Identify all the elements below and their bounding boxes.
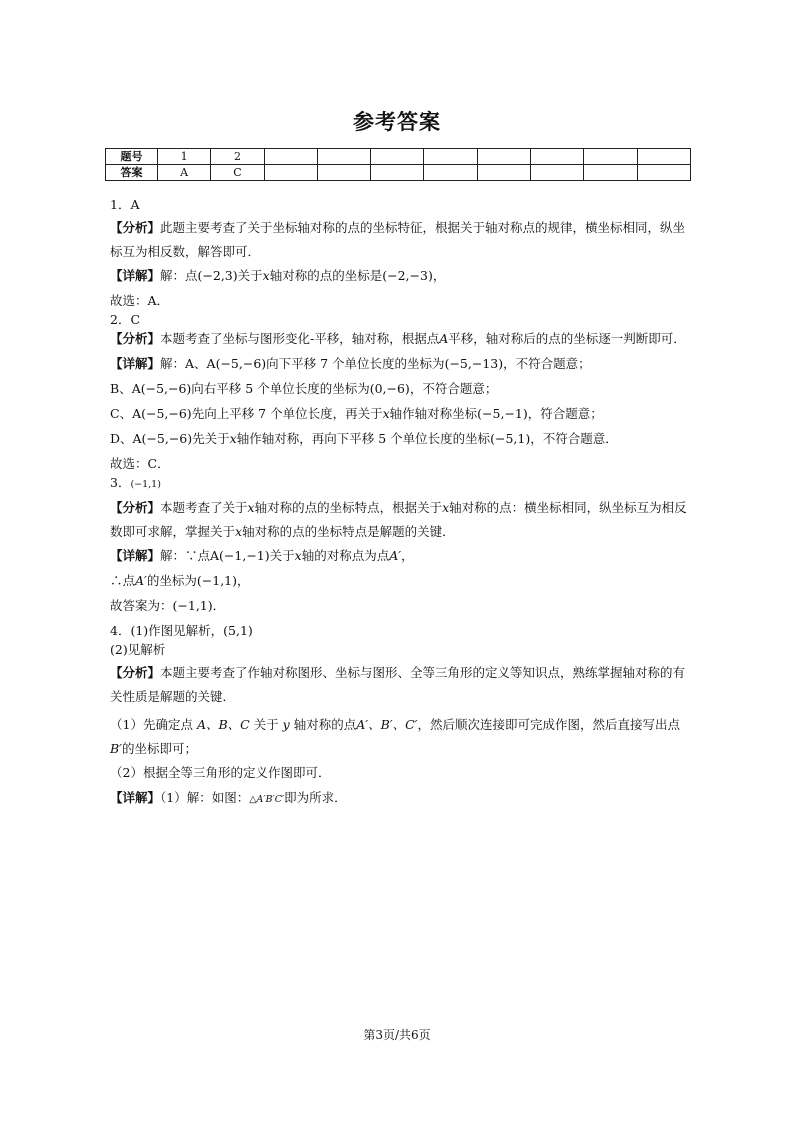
text: 先关于 xyxy=(192,431,230,446)
text: ，然后顺次连接即可完成作图，然后直接写出点 xyxy=(417,717,681,732)
text: 3． xyxy=(110,475,131,490)
math-var: x xyxy=(235,524,243,539)
text: ，不符合题意． xyxy=(530,431,618,446)
q1-number: 1．A xyxy=(110,197,140,212)
table-cell xyxy=(264,165,317,181)
math-var: x xyxy=(382,406,390,421)
text: C、 xyxy=(110,406,133,421)
q3-detail xyxy=(110,548,690,564)
table-cell xyxy=(264,149,317,165)
q1-analysis-text: 此题主要考查了关于坐标轴对称的点的坐标特征，根据关于轴对称点的规律，横坐标相同，纵坐标互为相反数，解答即可． xyxy=(110,220,686,259)
math-expr: (−1,1) xyxy=(196,573,238,588)
q4-detail xyxy=(110,790,690,808)
text: 4．(1)作图见解析， xyxy=(110,623,224,638)
text: 故答案为： xyxy=(110,598,173,613)
text: （1）解：如图： xyxy=(160,790,250,805)
q4-analysis xyxy=(110,661,690,709)
page-title: 参考答案 xyxy=(353,110,441,134)
text: 本题考查了关于 xyxy=(160,500,248,515)
table-cell xyxy=(531,149,584,165)
q4-number xyxy=(110,623,690,639)
math-expr: A(−5,−6) xyxy=(206,356,267,371)
table-cell: 2 xyxy=(211,149,264,165)
text: 轴对称的点 xyxy=(289,717,357,732)
table-cell xyxy=(584,149,637,165)
math-var: x xyxy=(294,548,302,563)
table-cell: A xyxy=(158,165,211,181)
math-var: B′ xyxy=(110,741,123,756)
table-cell xyxy=(637,149,690,165)
math-expr: (5,1) xyxy=(223,623,253,638)
math-var: A xyxy=(439,331,449,346)
math-expr: (−5,−1) xyxy=(477,406,528,421)
table-cell xyxy=(584,165,637,181)
text: 关于 xyxy=(249,717,283,732)
table-cell xyxy=(424,165,477,181)
table-cell xyxy=(531,165,584,181)
text: ∴点 xyxy=(110,573,136,588)
page-footer: 第3页/共6页 xyxy=(363,1028,431,1042)
math-var: A′、B′、C′ xyxy=(356,717,418,732)
math-expr: A(−5,−6) xyxy=(131,381,192,396)
math-expr: (0,−6) xyxy=(369,381,410,396)
detail-tag: 【详解】 xyxy=(110,548,161,563)
text: 的坐标即可； xyxy=(122,741,198,756)
q1-analysis xyxy=(110,216,690,264)
analysis-tag: 【分析】 xyxy=(110,500,161,515)
text: 关于 xyxy=(269,548,295,563)
q4-step2: （2）根据全等三角形的定义作图即可． xyxy=(110,765,331,780)
text: B、 xyxy=(110,381,132,396)
math-expr: △A′B′C′ xyxy=(249,794,285,805)
analysis-tag: 【分析】 xyxy=(110,220,161,235)
table-cell xyxy=(477,165,530,181)
text: （1）先确定点 xyxy=(110,717,197,732)
text: 轴对称的点的坐标特点是解题的关键． xyxy=(242,524,455,539)
q2-analysis xyxy=(110,331,690,347)
math-var: A、B、C xyxy=(196,717,250,732)
text: 轴对称的点的坐标特点，根据关于 xyxy=(254,500,443,515)
text: ，不符合题意； xyxy=(503,356,591,371)
text: ，不符合题意； xyxy=(409,381,498,396)
detail-tag: 【详解】 xyxy=(110,356,161,371)
math-expr: (−5,1) xyxy=(490,431,531,446)
analysis-tag: 【分析】 xyxy=(110,665,161,680)
math-expr: A(−5,−6) xyxy=(132,431,193,446)
text: ， xyxy=(401,548,414,563)
math-expr: (−5,−13) xyxy=(444,356,504,371)
text: ， xyxy=(237,573,250,588)
table-cell xyxy=(317,149,370,165)
math-expr: A(−1,−1) xyxy=(210,548,270,563)
math-var: x xyxy=(442,500,450,515)
text: 平移，轴对称后的点的坐标逐一判断即可． xyxy=(448,331,686,346)
text: 本题主要考查了作轴对称图形、坐标与图形、全等三角形的定义等知识点，熟练掌握轴对称的有关性质是解题的关键． xyxy=(110,665,686,704)
q4-step1 xyxy=(110,713,690,761)
table-cell xyxy=(371,165,424,181)
table-cell: 1 xyxy=(158,149,211,165)
text: 本题考查了坐标与图形变化-平移，轴对称，根据点 xyxy=(160,331,440,346)
math-var: x xyxy=(262,268,270,283)
math-expr: (−1,1) xyxy=(172,598,213,613)
text: 轴对称的点的坐标是 xyxy=(269,268,383,283)
math-expr: A(−5,−6) xyxy=(132,406,192,421)
math-expr: (−2,−3) xyxy=(382,268,433,283)
math-var: A′ xyxy=(135,573,147,588)
table-cell xyxy=(317,165,370,181)
q1-detail xyxy=(110,268,690,284)
math-var: A′ xyxy=(389,548,402,563)
math-expr: (−2,3) xyxy=(197,268,238,283)
q3-line3 xyxy=(110,598,690,614)
q2-number: 2．C xyxy=(110,312,141,327)
table-cell xyxy=(637,165,690,181)
detail-tag: 【详解】 xyxy=(110,790,161,805)
math-var: x xyxy=(247,500,255,515)
text: 先向上平移 7 个单位长度，再关于 xyxy=(191,406,383,421)
text: 关于 xyxy=(237,268,263,283)
text: 解：A、 xyxy=(160,356,207,371)
text: D、 xyxy=(110,431,133,446)
text: ． xyxy=(212,598,226,613)
text: 轴作轴对称坐标 xyxy=(389,406,478,421)
table-cell: C xyxy=(211,165,264,181)
solutions xyxy=(110,197,690,817)
analysis-tag: 【分析】 xyxy=(110,331,161,346)
table-cell xyxy=(371,149,424,165)
table-cell xyxy=(424,149,477,165)
table-row-numbers xyxy=(106,149,691,165)
q2-option-a xyxy=(110,356,690,372)
text: 向右平移 5 个单位长度的坐标为 xyxy=(191,381,370,396)
text: 轴的对称点为点 xyxy=(301,548,390,563)
table-cell xyxy=(477,149,530,165)
q3-line2 xyxy=(110,573,690,589)
detail-tag: 【详解】 xyxy=(110,268,161,283)
q2-conclusion: 故选：C． xyxy=(110,456,170,471)
text: 解：点 xyxy=(160,268,198,283)
q2-option-d xyxy=(110,431,690,447)
text: ，符合题意； xyxy=(527,406,603,421)
answer-table xyxy=(105,148,691,181)
table-header-answer: 答案 xyxy=(106,165,158,181)
table-header-number: 题号 xyxy=(106,149,158,165)
q1-conclusion: 故选：A． xyxy=(110,293,170,308)
text: 解：∵点 xyxy=(160,548,211,563)
math-var: x xyxy=(229,431,237,446)
text: 轴作轴对称，再向下平移 5 个单位长度的坐标 xyxy=(236,431,491,446)
q4-part2: (2)见解析 xyxy=(110,642,166,657)
math-var: y xyxy=(282,717,290,732)
math-expr: (−1,1) xyxy=(130,479,161,490)
text: 轴对称的点：横坐标相同，纵坐标互为相反数即可求解，掌握关于 xyxy=(110,500,687,539)
text: 的坐标为 xyxy=(146,573,197,588)
text: 向下平移 7 个单位长度的坐标为 xyxy=(266,356,445,371)
table-row-answers xyxy=(106,165,691,181)
text: ， xyxy=(432,268,446,283)
q3-analysis xyxy=(110,496,690,544)
q2-option-c xyxy=(110,406,690,422)
text: 即为所求． xyxy=(284,790,347,805)
q3-number xyxy=(110,475,690,493)
q2-option-b xyxy=(110,381,690,397)
